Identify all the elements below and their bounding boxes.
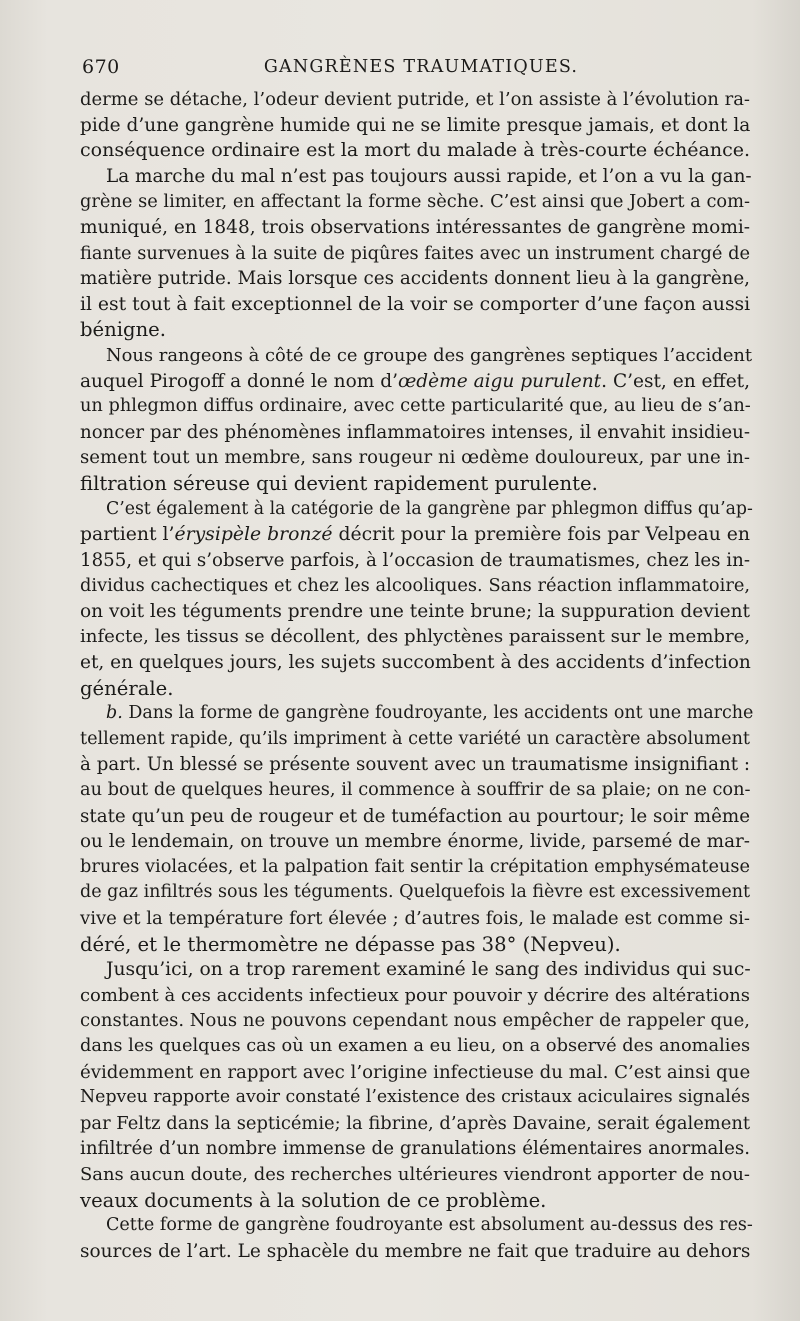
text-line: à part. Un blessé se présente souvent avec un traumatisme insignifiant : [80, 754, 750, 776]
text-line: veaux documents à la solution de ce problème. [80, 1188, 547, 1212]
text-line: un phlegmon diffus ordinaire, avec cette particularité que, au lieu de s’an- [80, 396, 751, 417]
text-line: dividus cachectiques et chez les alcooliques. Sans réaction inflammatoire, [80, 575, 750, 597]
text-line: sement tout un membre, sans rougeur ni œdème douloureux, par une in- [80, 447, 750, 469]
text-line: sources de l’art. Le sphacèle du membre ne fait que traduire au dehors [80, 1240, 751, 1262]
text-line: constantes. Nous ne pouvons cependant nous empêcher de rappeler que, [80, 1010, 750, 1032]
paragraph-3 [80, 343, 753, 497]
page-header [82, 56, 760, 84]
text-line: Nous rangeons à côté de ce groupe des gangrènes septiques l’accident [106, 344, 753, 366]
text-line: par Feltz dans la septicémie; la fibrine, d’après Davaine, serait également [80, 1112, 750, 1134]
text-run: . C’est, en effet, [601, 370, 750, 392]
text-line: dans les quelques cas où un examen a eu lieu, on a observé des anomalies [80, 1035, 751, 1056]
text-line: infiltrée d’un nombre immense de granulations élémentaires anormales. [80, 1138, 750, 1160]
paragraph-6 [80, 957, 750, 1213]
emphasized-term: œdème aigu purulent [397, 370, 602, 392]
paragraph-4 [80, 497, 753, 702]
text-line: et, en quelques jours, les sujets succombent à des accidents d’infection [80, 652, 751, 674]
text-line: fiante survenues à la suite de piqûres faites avec un instrument chargé de [80, 242, 750, 264]
text-line [80, 522, 750, 548]
text-line: 1855, et qui s’observe parfois, à l’occasion de traumatismes, chez les in- [80, 549, 750, 571]
text-line: il est tout à fait exceptionnel de la voir se comporter d’une façon aussi [80, 293, 751, 315]
text-line: filtration séreuse qui devient rapidement purulente. [80, 471, 598, 495]
text-line: Cette forme de gangrène foudroyante est absolument au-dessus des res- [106, 1215, 753, 1236]
paragraph-5 [80, 701, 754, 957]
paragraph-2 [80, 164, 750, 343]
text-line: grène se limiter, en affectant la forme sèche. C’est ainsi que Jobert a com- [80, 191, 750, 213]
text-run: partient l’ [80, 524, 175, 546]
text-line: bénigne. [80, 318, 167, 342]
paragraph-1 [80, 87, 750, 164]
text-line: ou le lendemain, on trouve un membre énorme, livide, parsemé de mar- [80, 831, 750, 853]
paragraph-7 [80, 1213, 753, 1264]
text-line [80, 369, 750, 395]
text-run: décrit pour la première fois par Velpeau en [332, 524, 750, 546]
text-line: state qu’un peu de rougeur et de tuméfaction au pourtour; le soir même [80, 805, 750, 827]
emphasized-term: érysipèle bronzé [174, 524, 333, 546]
text-line: Nepveu rapporte avoir constaté l’existence des cristaux aciculaires signalés [80, 1087, 750, 1108]
running-title: GANGRÈNES TRAUMATIQUES. [263, 57, 579, 77]
text-line: C’est également à la catégorie de la gangrène par phlegmon diffus qu’ap- [106, 498, 753, 519]
text-line [80, 701, 754, 727]
text-line: évidemment en rapport avec l’origine infectieuse du mal. C’est ainsi que [80, 1061, 751, 1083]
text-line: combent à ces accidents infectieux pour pouvoir y décrire des altérations [80, 984, 750, 1006]
text-line: générale. [80, 676, 174, 700]
text-run: Dans la forme de gangrène foudroyante, les accidents ont une marche [122, 703, 754, 724]
text-line: infecte, les tissus se décollent, des phlyctènes paraissent sur le membre, [80, 626, 751, 648]
text-line: conséquence ordinaire est la mort du malade à très-courte échéance. [80, 139, 751, 162]
text-line: déré, et le thermomètre ne dépasse pas 38° (Nepveu). [80, 932, 621, 956]
text-line: de gaz infiltrés sous les téguments. Quelquefois la fièvre est excessivement [80, 882, 750, 903]
text-line: pide d’une gangrène humide qui ne se limite presque jamais, et dont la [80, 114, 751, 136]
text-line: Sans aucun doute, des recherches ultérieures viendront apporter de nou- [80, 1163, 750, 1185]
text-line: au bout de quelques heures, il commence à souffrir de sa plaie; on ne con- [80, 780, 751, 801]
text-line: brures violacées, et la palpation fait sentir la crépitation emphysémateuse [80, 856, 750, 877]
body-text [80, 87, 754, 1264]
text-line: derme se détache, l’odeur devient putride, et l’on assiste à l’évolution ra- [80, 89, 750, 110]
text-line: on voit les téguments prendre une teinte brune; la suppuration devient [80, 600, 750, 622]
text-line: muniqué, en 1848, trois observations intéressantes de gangrène momi- [80, 216, 751, 238]
text-line: tellement rapide, qu’ils impriment à cette variété un caractère absolument [80, 728, 750, 749]
text-line: noncer par des phénomènes inflammatoires intenses, il envahit insidieu- [80, 421, 750, 443]
text-line: Jusqu’ici, on a trop rarement examiné le sang des individus qui suc- [106, 959, 751, 981]
page-number: 670 [82, 56, 120, 78]
section-marker: b. [106, 703, 123, 724]
text-run: auquel Pirogoff a donné le nom d’ [80, 370, 398, 392]
text-line: La marche du mal n’est pas toujours aussi rapide, et l’on a vu la gan- [106, 165, 752, 187]
text-line: vive et la température fort élevée ; d’autres fois, le malade est comme si- [80, 908, 751, 929]
text-line: matière putride. Mais lorsque ces accidents donnent lieu à la gangrène, [80, 268, 750, 290]
